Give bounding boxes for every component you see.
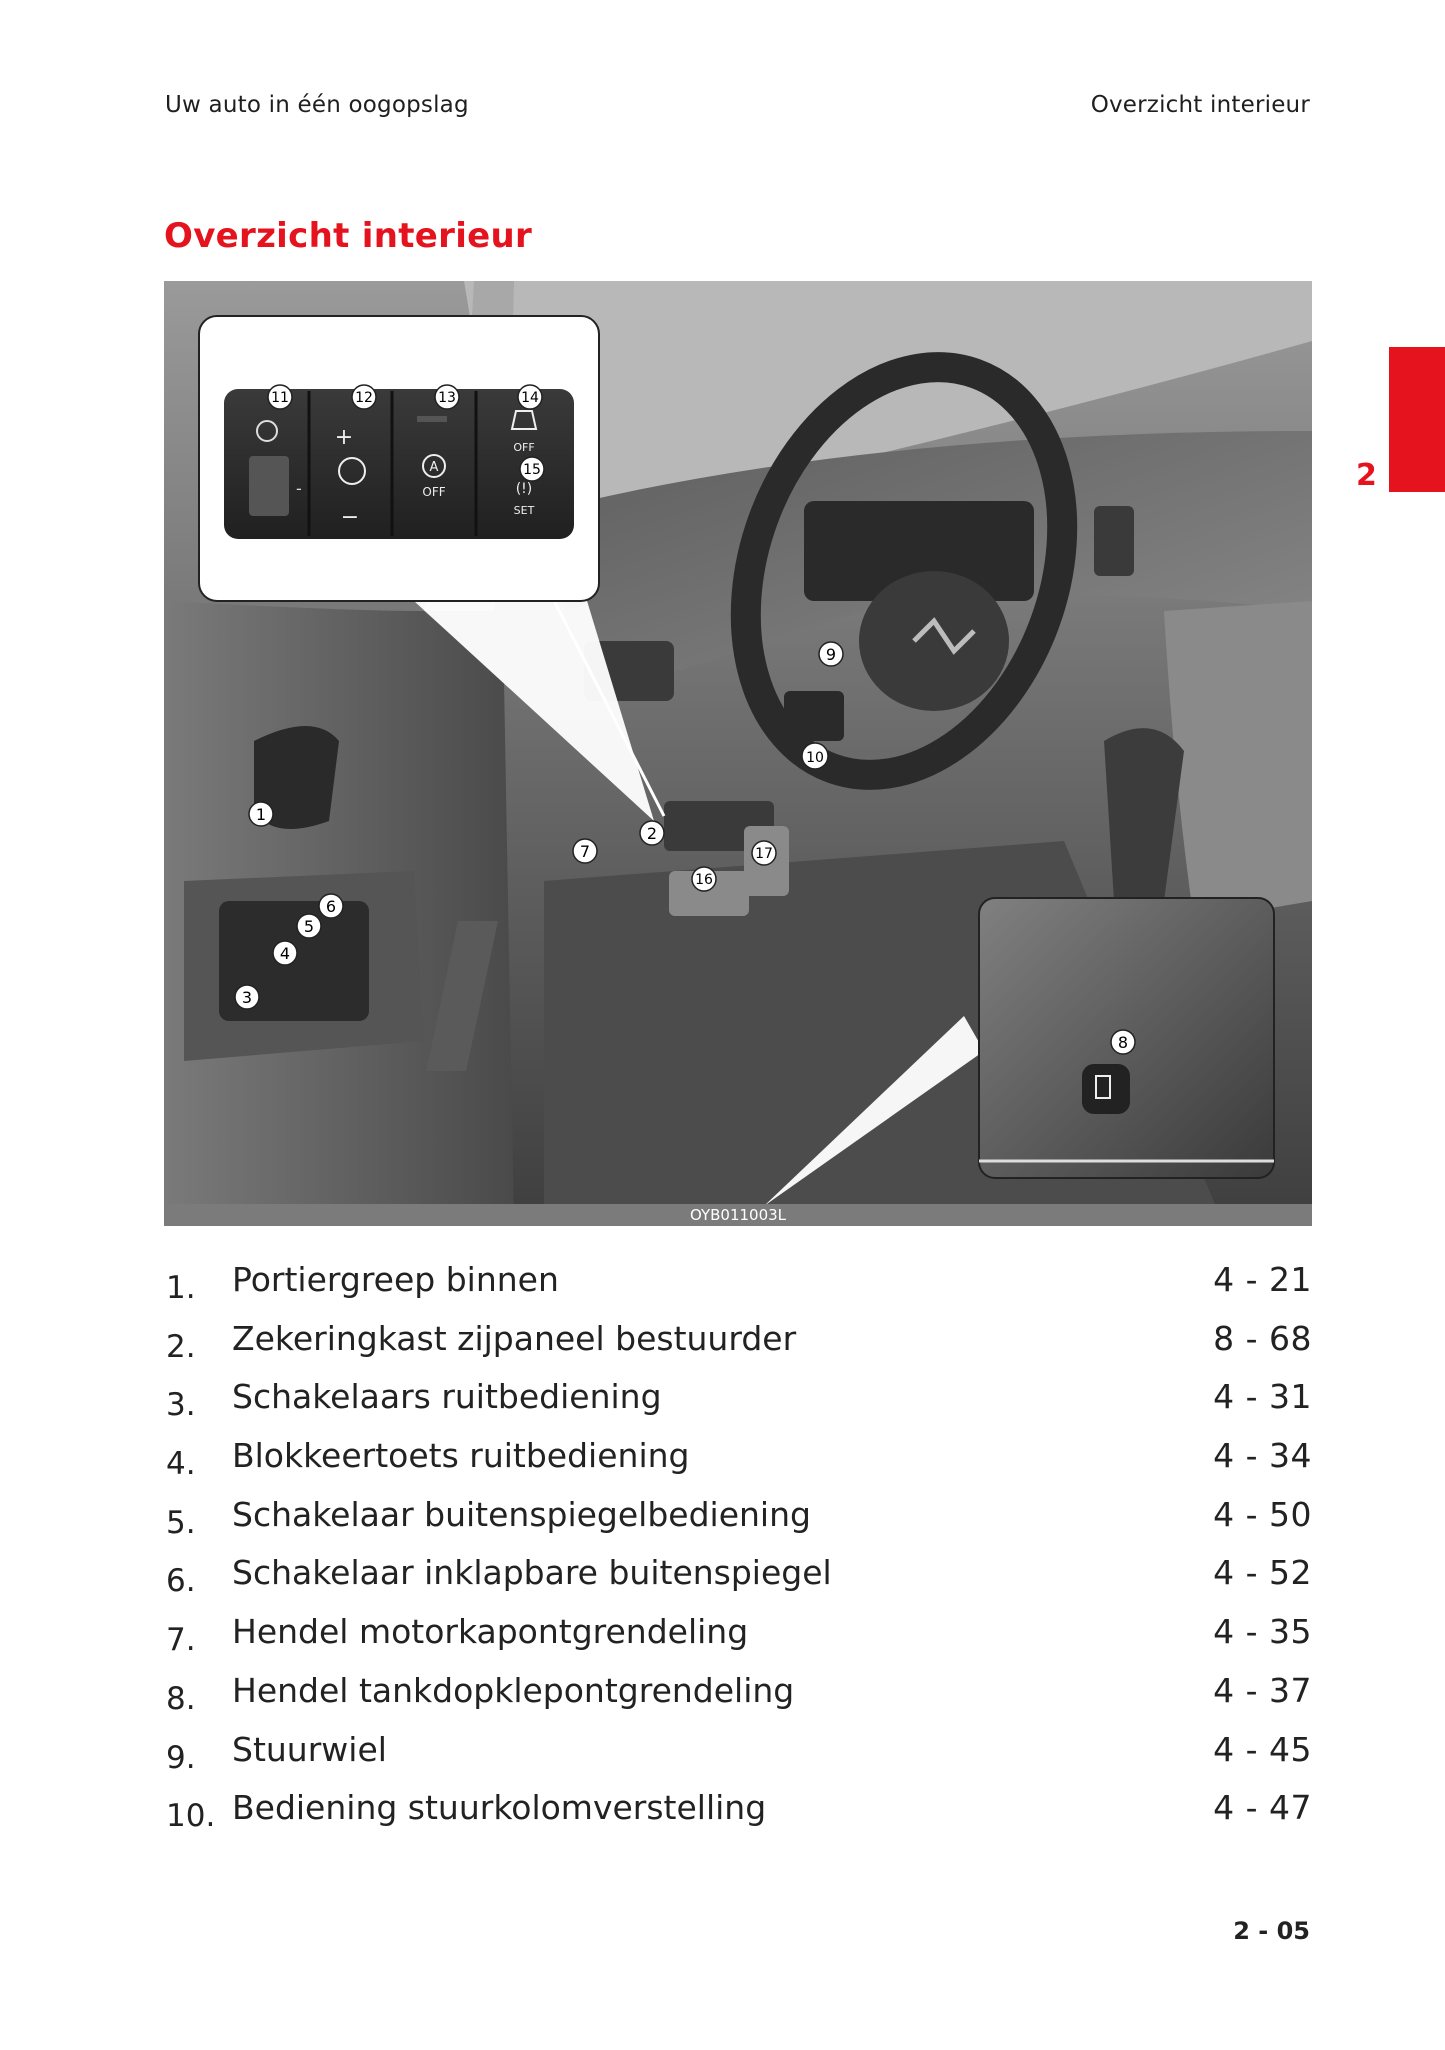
chapter-tab-number: 2 [1356, 458, 1377, 493]
list-item: 1. Portiergreep binnen 4 - 21 [166, 1260, 1312, 1306]
svg-text:7: 7 [579, 842, 591, 861]
list-item: 7. Hendel motorkapontgrendeling 4 - 35 [166, 1612, 1312, 1659]
callout-1 [249, 802, 273, 826]
list-item: 5. Schakelaar buitenspiegelbediening 4 - 50 [166, 1494, 1312, 1541]
list-item: 6. Schakelaar inklapbare buitenspiegel 4 - 52 [166, 1553, 1312, 1600]
callout-15 [520, 457, 544, 481]
list-item: 4. Blokkeertoets ruitbediening 4 - 34 [166, 1436, 1312, 1483]
callout-13 [435, 385, 459, 409]
svg-text:17: 17 [755, 846, 773, 862]
svg-text:4: 4 [279, 944, 291, 963]
page-number: 2 - 05 [1233, 1917, 1310, 1945]
list-item: 2. Zekeringkast zijpaneel bestuurder 8 - 68 [166, 1318, 1312, 1365]
svg-text:8: 8 [1117, 1033, 1129, 1052]
running-header-right: Overzicht interieur [1090, 92, 1310, 118]
figure-code: OYB011003L [164, 1204, 1312, 1226]
svg-text:5: 5 [303, 917, 315, 936]
interior-illustration [164, 281, 1312, 1226]
center-air-vent [1094, 506, 1134, 576]
headlight-level-dial [249, 456, 289, 516]
list-item: 10. Bediening stuurkolomverstelling 4 - 47 [166, 1788, 1312, 1835]
callout-10 [802, 743, 828, 769]
component-list [164, 1256, 1312, 1843]
callout-12 [352, 385, 376, 409]
svg-text:13: 13 [438, 390, 456, 406]
callout-8 [1111, 1030, 1135, 1054]
tpms-icon: (!) [515, 481, 533, 497]
svg-text:9: 9 [825, 645, 837, 664]
page-title: Overzicht interieur [164, 216, 533, 256]
callout-16 [692, 867, 716, 891]
svg-text:11: 11 [271, 390, 289, 406]
steering-column [784, 691, 844, 741]
svg-text:3: 3 [241, 988, 253, 1007]
svg-text:A: A [429, 460, 439, 475]
callout-11 [268, 385, 292, 409]
svg-text:16: 16 [695, 872, 713, 888]
esc-off-label: OFF [513, 441, 535, 454]
callout-14 [518, 385, 542, 409]
callout-2 [640, 821, 664, 845]
callout-5 [297, 914, 321, 938]
list-item: 3. Schakelaars ruitbediening 4 - 31 [166, 1377, 1312, 1424]
svg-text:6: 6 [325, 897, 337, 916]
svg-text:15: 15 [523, 462, 541, 478]
callout-6 [319, 894, 343, 918]
dimmer-minus: − [340, 505, 360, 530]
auto-hold-off-label: OFF [422, 485, 446, 499]
fuel-door-release-lever [1082, 1064, 1130, 1114]
dimmer-plus: + [334, 425, 354, 450]
callout-9 [819, 642, 843, 666]
tpms-set-label: SET [513, 504, 535, 517]
callout-3 [235, 985, 259, 1009]
callout-7 [573, 839, 597, 863]
auto-hold-indicator [417, 416, 447, 422]
list-item: 8. Hendel tankdopklepontgrendeling 4 - 37 [166, 1670, 1312, 1717]
svg-text:12: 12 [355, 390, 373, 406]
dial-minus: - [296, 479, 302, 498]
svg-text:2: 2 [646, 824, 658, 843]
svg-text:1: 1 [255, 805, 267, 824]
chapter-tab [1389, 347, 1445, 492]
callout-4 [273, 941, 297, 965]
interior-drawing [164, 281, 1312, 1226]
steering-hub [859, 571, 1009, 711]
running-header-left: Uw auto in één oogopslag [165, 92, 469, 118]
svg-text:10: 10 [806, 750, 824, 766]
svg-text:14: 14 [521, 390, 539, 406]
callout-17 [752, 841, 776, 865]
list-item: 9. Stuurwiel 4 - 45 [166, 1729, 1312, 1776]
